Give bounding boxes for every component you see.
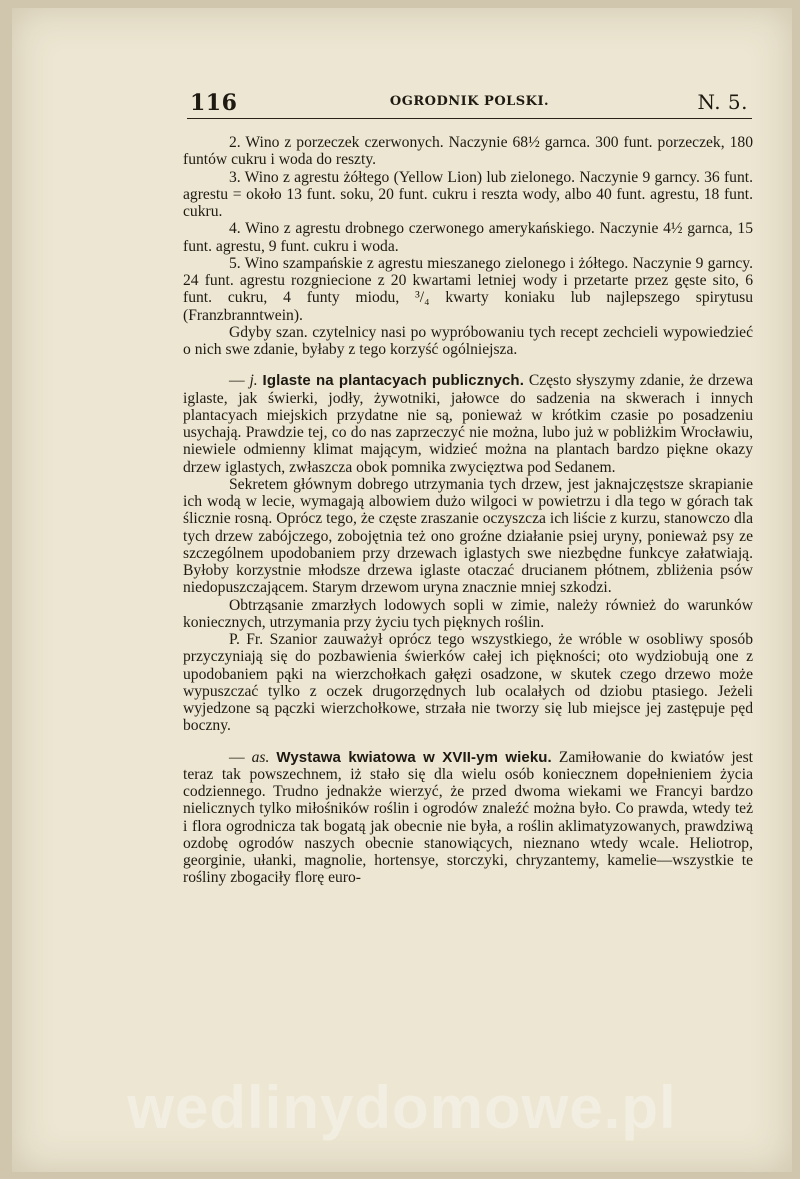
section-heading: Iglaste na plantacyach publicznych. <box>262 372 524 390</box>
page <box>12 8 792 1172</box>
section-heading: Wystawa kwiatowa w XVII-ym wieku. <box>276 748 552 766</box>
dash: — <box>229 372 250 390</box>
paragraph: 4. Wino z agrestu drobnego czerwonego amerykańskiego. Naczynie 4½ garnca, 15 funt. agrestu, 9 funt. cukru i woda. <box>183 220 753 255</box>
issue-number: N. 5. <box>697 90 748 114</box>
paragraph: 3. Wino z agrestu żółtego (Yellow Lion) lub zielonego. Naczynie 9 garncy. 36 funt. agrestu = około 13 funt. soku, 20 funt. cukru i reszta wody, albo 40 funt. agrestu, 18 funt. cukru. <box>183 168 753 220</box>
paragraph: 2. Wino z porzeczek czerwonych. Naczynie 68½ garnca. 300 funt. porzeczek, 180 funtów cukru i woda do reszty. <box>183 134 753 169</box>
paragraph: Gdyby szan. czytelnicy nasi po wypróbowaniu tych recept zechcieli wypowiedzieć o nich swe zdanie, byłaby z tego korzyść ogólniejsza. <box>183 323 753 358</box>
author-initial: as. <box>251 748 270 766</box>
paragraph: 5. Wino szampańskie z agrestu mieszanego zielonego i żółtego. Naczynie 9 garncy. 24 funt. agrestu rozgniecione z 20 kwartami letniej wody i przetarte przez gęste sito, 6 funt. cukru, 4 funty miodu, ³/₄ kwarty koniaku lub najlepszego spirytusu (Franzbranntwein). <box>183 254 753 324</box>
watermark: wedlinydomowe.pl <box>127 1074 677 1141</box>
running-header <box>187 88 752 119</box>
section-text: Często słyszymy zdanie, że drzewa iglaste, jak świerki, jodły, żywotniki, jałowce do sadzenia na skwerach i innych plantacyach miejskich przydatne nie są, ponieważ w krótkim czasie po posadzeniu usychają. Prawdzie tej, co do nas zaprzeczyć nie można, lubo już w pobliżkim Wrocławiu, niewiele odmienny klimat mającym, widzieć można na plantach bardzo piękne okazy drzew iglastych, zwłaszcza obok pomnika zwycięztwa pod Sedanem. <box>183 372 754 476</box>
dash: — <box>229 748 252 766</box>
journal-title: OGRODNIK POLSKI. <box>389 94 550 109</box>
section-iglaste-intro <box>183 372 753 476</box>
page-number: 116 <box>190 90 238 116</box>
paragraph: Obtrząsanie zmarzłych lodowych sopli w zimie, należy również do warunków koniecznych, utrzymania przy życiu tych pięknych roślin. <box>183 596 753 631</box>
section-wystawa-intro <box>183 749 753 887</box>
article-body <box>183 134 753 887</box>
author-initial: j. <box>249 372 258 390</box>
section-text: Zamiłowanie do kwiatów jest teraz tak powszechnem, iż stało się dla wielu osób koniecznem dopełnieniem życia codziennego. Trudno jednakże wierzyć, że przed dwoma wiekami we Francyi bardzo nielicznych tylko miłośników roślin i ogrodów znaleźć można było. Co prawda, wtedy też i flora ogrodnicza tak bogatą jak obecnie nie była, a roślin aklimatyzowanych, prawdziwą ozdobę ogrodów naszych obecnie stanowiących, nieznano wtedy wcale. Heliotrop, georginie, ułanki, magnolie, hortensye, storczyki, chryzantemy, kamelie—wszystkie te rośliny zbogaciły florę euro- <box>183 748 753 887</box>
paragraph: Sekretem głównym dobrego utrzymania tych drzew, jest jaknajczęstsze skrapianie ich wodą w lecie, wymagają albowiem dużo wilgoci w powietrzu i dla tego w górach tak ślicznie rosną. Oprócz tego, że częste zraszanie oczyszcza ich liście z kurzu, stanowczo dla tych drzew zabójczego, zobojętnia też ono groźne działanie psiej uryny, ponieważ psy ze szczególnem upodobaniem przy drzewach iglastych swe niezbędne funkcye załatwiają. Byłoby korzystnie młodsze drzewa iglaste otaczać drucianem płótnem, zbliżenia psów niedopuszczającem. Starym drzewom uryna znacznie mniej szkodzi. <box>183 475 753 597</box>
paragraph: P. Fr. Szanior zauważył oprócz tego wszystkiego, że wróble w osobliwy sposób przyczyniają się do pozbawienia świerków całej ich piękności; oto wydziobują one z upodobaniem pąki na wierzchołkach gałęzi osadzone, w skutek czego drzewo może wypuszczać tylko z oczek drugorzędnych lub ocalałych od dziobu ptasiego. Jeżeli wyjedzone są pączki wierzchołkowe, strzała nie tworzy się lub miejsce jej zastępuje pęd boczny. <box>183 631 753 735</box>
